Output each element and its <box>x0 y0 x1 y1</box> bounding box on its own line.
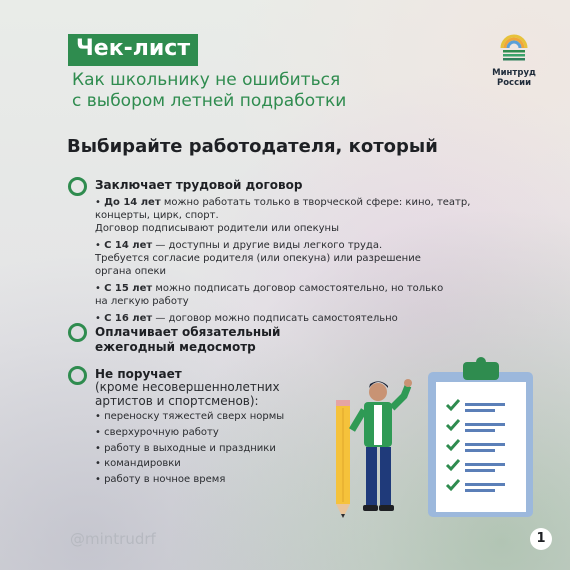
person-icon <box>352 379 412 511</box>
bullet-text: можно работать только в творческой сфере: кино, театр, <box>160 197 471 208</box>
contract-bullets <box>95 196 470 329</box>
section-heading: Выбирайте работодателя, который <box>67 136 438 157</box>
item-title-line: Оплачивает обязательный <box>95 325 281 339</box>
logo-line-2: России <box>496 78 532 88</box>
not-assign-list <box>95 410 284 489</box>
page-number: 1 <box>530 528 552 550</box>
item-title-medical <box>95 325 280 355</box>
list-item: • работу в выходные и праздники <box>95 442 276 454</box>
subtitle-line: артистов и спортсменов): <box>95 394 259 408</box>
bullet-text: концерты, цирк, спорт. <box>95 210 219 221</box>
bullet-age-14-under: • До 14 лет можно работать только в творческой сфере: кино, театр, концерты, цирк, спорт. Договор подписывают родители или опекуны <box>95 197 471 234</box>
social-handle: @mintrudrf <box>70 530 156 548</box>
check-circle-icon <box>68 366 87 385</box>
pencil-icon <box>336 400 350 518</box>
subtitle-line-1: Как школьнику не ошибиться <box>72 70 341 90</box>
ministry-logo-icon <box>499 32 529 62</box>
bullet-text: можно подписать договор самостоятельно, но только <box>152 283 444 294</box>
list-item: • командировки <box>95 458 181 470</box>
list-item-text: сверхурочную работу <box>104 426 219 438</box>
bullet-text: на легкую работу <box>95 296 189 307</box>
bullet-age-15: • С 15 лет можно подписать договор самостоятельно, но только на легкую работу <box>95 283 444 307</box>
check-circle-icon <box>68 323 87 342</box>
item-title-not-assign: Не поручает <box>95 367 182 381</box>
not-assign-subtitle <box>95 380 280 408</box>
list-item-text: работу в выходные и праздники <box>104 442 276 454</box>
logo-text <box>484 68 544 88</box>
subtitle <box>72 70 432 112</box>
list-item: • работу в ночное время <box>95 474 226 486</box>
logo-line-1: Минтруд <box>492 68 536 78</box>
bullet-age-14: • С 14 лет — доступны и другие виды легкого труда. Требуется согласие родителя (или опекуна) или разрешение органа опеки <box>95 240 421 277</box>
list-item-text: работу в ночное время <box>104 474 226 486</box>
checklist-tag: Чек-лист <box>68 34 198 66</box>
subtitle-line: (кроме несовершеннолетних <box>95 380 280 394</box>
item-title-contract: Заключает трудовой договор <box>95 178 303 192</box>
item-title-line: ежегодный медосмотр <box>95 340 256 354</box>
bullet-text: — доступны и другие виды легкого труда. <box>152 240 383 251</box>
bullet-bold: С 16 лет <box>104 313 153 324</box>
subtitle-line-2: с выбором летней подработки <box>72 91 347 111</box>
bullet-bold: С 15 лет <box>104 283 153 294</box>
clipboard-checklist-icon <box>428 357 533 517</box>
list-item: • сверхурочную работу <box>95 426 219 438</box>
ministry-logo <box>484 32 544 88</box>
check-circle-icon <box>68 177 87 196</box>
bullet-bold: С 14 лет <box>104 240 153 251</box>
bullet-age-16: • С 16 лет — договор можно подписать самостоятельно <box>95 313 398 324</box>
illustration <box>300 350 550 525</box>
list-item-text: переноску тяжестей сверх нормы <box>104 411 285 422</box>
list-item-text: командировки <box>104 458 181 470</box>
bullet-text: Требуется согласие родителя (или опекуна) или разрешение <box>95 253 421 264</box>
bullet-text: Договор подписывают родители или опекуны <box>95 223 339 234</box>
bullet-text: — договор можно подписать самостоятельно <box>152 313 398 324</box>
bullet-bold: До 14 лет <box>104 197 161 208</box>
list-item: • переноску тяжестей сверх нормы <box>95 411 285 422</box>
bullet-text: органа опеки <box>95 266 167 277</box>
